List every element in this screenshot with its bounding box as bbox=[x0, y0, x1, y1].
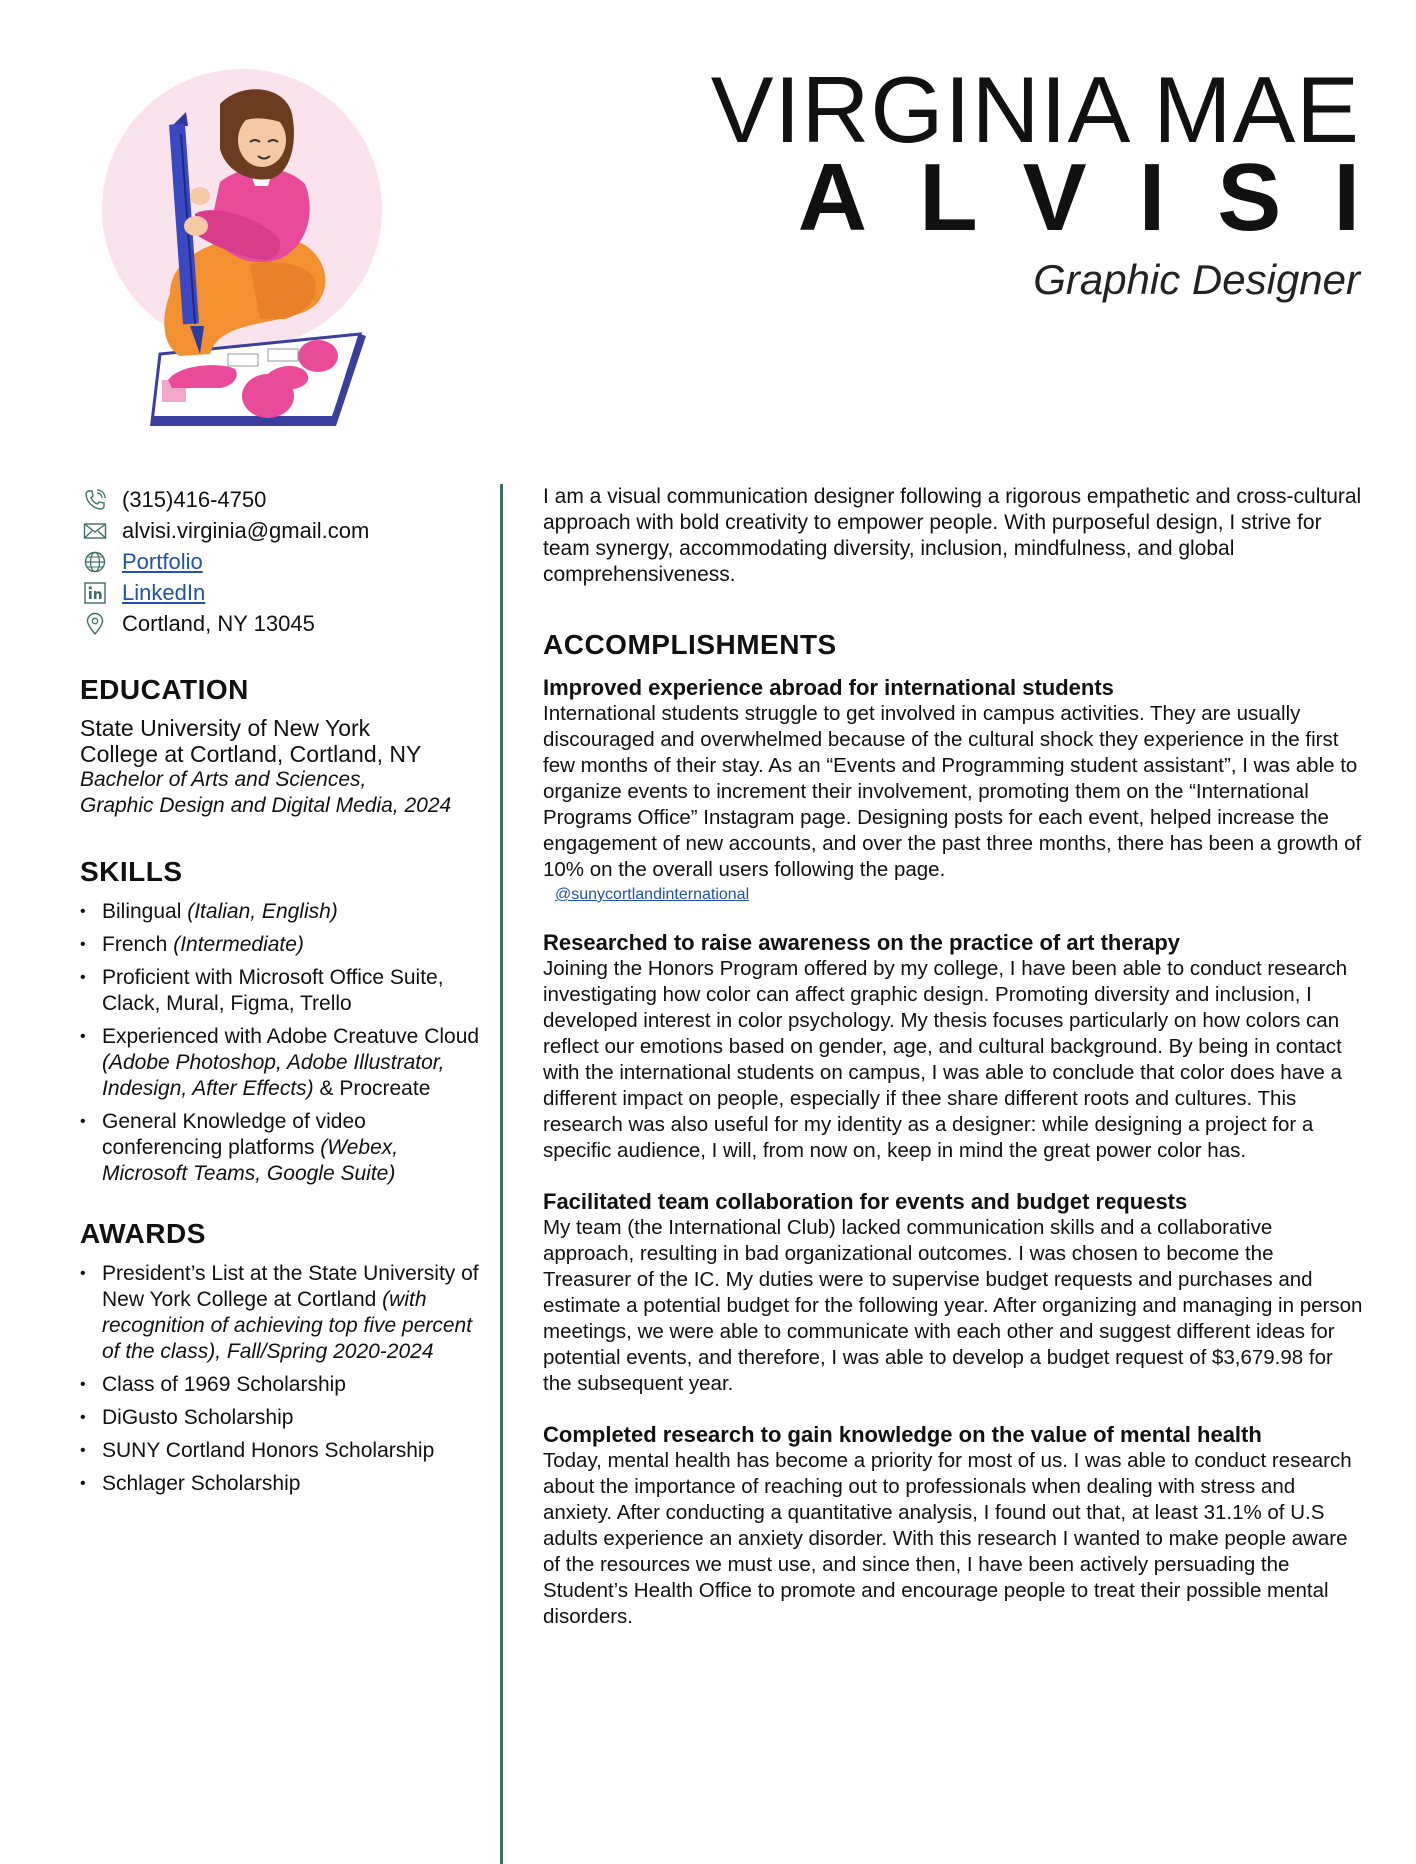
list-item: • SUNY Cortland Honors Scholarship bbox=[80, 1438, 480, 1464]
accomplishment-title: Improved experience abroad for international students bbox=[543, 675, 1114, 700]
contact-phone bbox=[80, 484, 480, 515]
education-details bbox=[80, 715, 480, 819]
skills-heading: SKILLS bbox=[80, 856, 183, 887]
list-item: • General Knowledge of video conferencing platforms (Webex, Microsoft Teams, Google Suite) bbox=[80, 1109, 480, 1187]
contact-linkedin bbox=[80, 577, 480, 608]
location-text: Cortland, NY 13045 bbox=[122, 610, 315, 636]
email-address[interactable]: alvisi.virginia@gmail.com bbox=[122, 517, 370, 543]
accomplishment-item bbox=[543, 1188, 1363, 1397]
school-line-1: State University of New York bbox=[80, 715, 371, 741]
accomplishment-item bbox=[543, 929, 1363, 1164]
list-item: • President’s List at the State University of New York College at Cortland (with recognition of achieving top five percent of the class), Fall/Spring 2020-2024 bbox=[80, 1261, 480, 1365]
linkedin-link[interactable]: LinkedIn bbox=[122, 579, 206, 605]
accomplishment-body: Today, mental health has become a priority for most of us. I was able to conduct research about the importance of reaching out to professionals when dealing with stress and anxiety. After conducting a quantitative analysis, I found out that, at least 31.1% of U.S adults experience an anxiety disorder. With this research I wanted to make people aware of the resources we must use, and since then, I have been actively persuading the Student’s Health Office to promote and encourage people to treat their possible mental disorders. bbox=[543, 1449, 1352, 1628]
intro-statement: I am a visual communication designer following a rigorous empathetic and cross-cultural approach with bold creativity to empower people. With purposeful design, I strive for team synergy, accommodating diversity, inclusion, mindfulness, and global comprehensiveness. bbox=[543, 485, 1362, 586]
portfolio-link[interactable]: Portfolio bbox=[122, 548, 203, 574]
list-item: • Bilingual (Italian, English) bbox=[80, 899, 480, 925]
awards-list bbox=[80, 1261, 480, 1497]
accomplishment-item bbox=[543, 674, 1363, 907]
accomplishment-title: Researched to raise awareness on the practice of art therapy bbox=[543, 930, 1181, 955]
education-heading: EDUCATION bbox=[80, 674, 249, 705]
right-column bbox=[543, 484, 1363, 1630]
phone-number[interactable]: (315)416-4750 bbox=[122, 486, 267, 512]
school-line-2: College at Cortland, Cortland, NY bbox=[80, 741, 422, 767]
job-title: Graphic Designer bbox=[1033, 256, 1360, 303]
column-divider bbox=[500, 484, 503, 1864]
linkedin-icon bbox=[80, 581, 110, 605]
envelope-icon bbox=[80, 519, 110, 543]
contact-email bbox=[80, 515, 480, 546]
list-item: • Schlager Scholarship bbox=[80, 1471, 480, 1497]
accomplishment-title: Facilitated team collaboration for events and budget requests bbox=[543, 1189, 1188, 1214]
degree-line-2: Graphic Design and Digital Media, 2024 bbox=[80, 794, 452, 817]
awards-heading: AWARDS bbox=[80, 1218, 206, 1249]
list-item: • Proficient with Microsoft Office Suite, Clack, Mural, Figma, Trello bbox=[80, 965, 480, 1017]
accomplishment-title: Completed research to gain knowledge on the value of mental health bbox=[543, 1422, 1262, 1447]
instagram-handle-link[interactable]: @sunycortlandinternational bbox=[555, 886, 750, 903]
degree-line-1: Bachelor of Arts and Sciences, bbox=[80, 768, 367, 791]
list-item: • French (Intermediate) bbox=[80, 932, 480, 958]
avatar-illustration bbox=[100, 64, 460, 434]
list-item: • DiGusto Scholarship bbox=[80, 1405, 480, 1431]
list-item: • Experienced with Adobe Creatuve Cloud (Adobe Photoshop, Adobe Illustrator, Indesign, After Effects) & Procreate bbox=[80, 1024, 480, 1102]
list-item: • Class of 1969 Scholarship bbox=[80, 1372, 480, 1398]
globe-icon bbox=[80, 550, 110, 574]
first-name: VIRGINIA MAE bbox=[710, 57, 1360, 162]
skills-section bbox=[80, 855, 480, 1187]
awards-section bbox=[80, 1217, 480, 1497]
accomplishment-body: International students struggle to get involved in campus activities. They are usually discouraged and overwhelmed because of the cultural shock they experience in the first few months of their stay. As an “Events and Programming student assistant”, I was able to organize events to increment their involvement, promoting them on the “International Programs Office” Instagram page. Designing posts for each event, helped increase the engagement of new accounts, and over the past three months, there has been a growth of 10% on the overall users following the page. bbox=[543, 702, 1362, 881]
location-pin-icon bbox=[80, 612, 110, 636]
phone-icon bbox=[80, 488, 110, 512]
accomplishments-heading: ACCOMPLISHMENTS bbox=[543, 629, 837, 660]
accomplishment-item bbox=[543, 1421, 1363, 1630]
contact-location bbox=[80, 608, 480, 639]
last-name: ALVISI bbox=[797, 144, 1412, 251]
skills-list bbox=[80, 899, 480, 1187]
left-column bbox=[80, 484, 480, 1504]
education-section bbox=[80, 673, 480, 819]
contact-section bbox=[80, 484, 480, 639]
accomplishment-body: Joining the Honors Program offered by my college, I have been able to conduct research investigating how color can affect graphic design. Promoting diversity and inclusion, I developed interest in color psychology. My thesis focuses particularly on how colors can reflect our emotions based on gender, age, and cultural background. By being in contact with the international students on campus, I was able to conclude that color does have a different impact on people, especially if thee share different roots and cultures. This research was also useful for my identity as a designer: while designing a project for a specific audience, I will, from now on, keep in mind the great power color has. bbox=[543, 957, 1348, 1162]
accomplishment-body: My team (the International Club) lacked communication skills and a collaborative approach, resulting in bad organizational outcomes. I was chosen to become the Treasurer of the IC. My duties were to supervise budget requests and purchases and estimate a potential budget for the following year. After organizing and managing in person meetings, we were able to communicate with each other and suggest different ideas for potential events, and therefore, I was able to develop a budget request of $3,679.98 for the subsequent year. bbox=[543, 1216, 1363, 1395]
contact-portfolio bbox=[80, 546, 480, 577]
